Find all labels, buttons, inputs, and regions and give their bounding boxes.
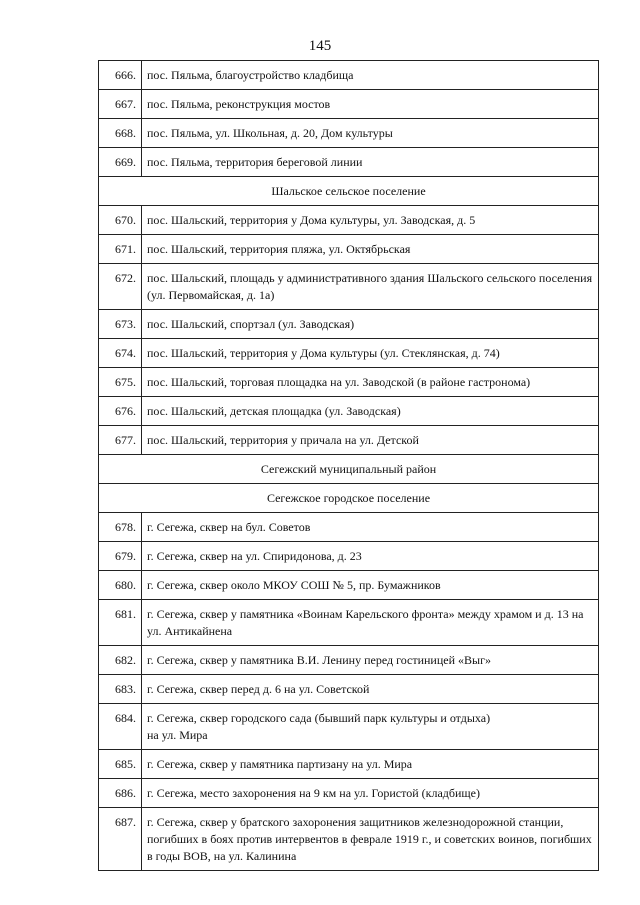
table-row: [99, 600, 599, 646]
table-row: [99, 542, 599, 571]
table-row: [99, 368, 599, 397]
row-number: 672.: [99, 264, 142, 310]
row-text: пос. Шальский, территория пляжа, ул. Октябрьская: [142, 235, 599, 264]
row-text: г. Сегежа, сквер городского сада (бывший парк культуры и отдыха) на ул. Мира: [142, 704, 599, 750]
table-row: [99, 808, 599, 871]
row-number: 687.: [99, 808, 142, 871]
row-number: 678.: [99, 513, 142, 542]
table-row: [99, 675, 599, 704]
row-number: 681.: [99, 600, 142, 646]
table-row: [99, 779, 599, 808]
row-text: г. Сегежа, сквер на бул. Советов: [142, 513, 599, 542]
row-number: 679.: [99, 542, 142, 571]
row-number: 683.: [99, 675, 142, 704]
table-row: [99, 571, 599, 600]
table-row: [99, 397, 599, 426]
row-text: г. Сегежа, место захоронения на 9 км на ул. Гористой (кладбище): [142, 779, 599, 808]
row-number: 666.: [99, 61, 142, 90]
row-number: 686.: [99, 779, 142, 808]
row-number: 684.: [99, 704, 142, 750]
row-number: 675.: [99, 368, 142, 397]
table-row: [99, 119, 599, 148]
table-row: [99, 206, 599, 235]
page-number: 145: [308, 38, 332, 54]
table-row: [99, 90, 599, 119]
table-row: [99, 264, 599, 310]
table-row: [99, 704, 599, 750]
row-number: 682.: [99, 646, 142, 675]
table-row: [99, 148, 599, 177]
table-row: [99, 750, 599, 779]
row-text: пос. Шальский, территория у причала на ул. Детской: [142, 426, 599, 455]
table-row: [99, 235, 599, 264]
table-row: [99, 426, 599, 455]
row-number: 677.: [99, 426, 142, 455]
section-heading: Сегежское городское поселение: [99, 484, 599, 513]
row-number: 667.: [99, 90, 142, 119]
row-number: 670.: [99, 206, 142, 235]
row-text: г. Сегежа, сквер у памятника партизану на ул. Мира: [142, 750, 599, 779]
row-text: пос. Шальский, площадь у административного здания Шальского сельского поселения (ул. Первомайская, д. 1а): [142, 264, 599, 310]
row-text: г. Сегежа, сквер у памятника В.И. Ленину перед гостиницей «Выг»: [142, 646, 599, 675]
row-text: пос. Пяльма, благоустройство кладбища: [142, 61, 599, 90]
row-number: 676.: [99, 397, 142, 426]
row-number: 671.: [99, 235, 142, 264]
row-text: г. Сегежа, сквер перед д. 6 на ул. Советской: [142, 675, 599, 704]
row-number: 674.: [99, 339, 142, 368]
row-text: г. Сегежа, сквер около МКОУ СОШ № 5, пр. Бумажников: [142, 571, 599, 600]
row-text: пос. Шальский, торговая площадка на ул. Заводской (в районе гастронома): [142, 368, 599, 397]
row-text: г. Сегежа, сквер у памятника «Воинам Карельского фронта» между храмом и д. 13 на ул. Антикайнена: [142, 600, 599, 646]
row-number: 668.: [99, 119, 142, 148]
table-row: [99, 646, 599, 675]
row-text: пос. Шальский, территория у Дома культуры (ул. Стеклянская, д. 74): [142, 339, 599, 368]
row-text: пос. Пяльма, территория береговой линии: [142, 148, 599, 177]
section-row: [99, 455, 599, 484]
section-heading: Шальское сельское поселение: [99, 177, 599, 206]
table-row: [99, 61, 599, 90]
section-row: [99, 484, 599, 513]
registry-table: [98, 60, 599, 871]
row-number: 685.: [99, 750, 142, 779]
row-text: г. Сегежа, сквер у братского захоронения защитников железнодорожной станции, погибших в боях против интервентов в феврале 1919 г., и советских воинов, погибших в годы ВОВ, на ул. Калинина: [142, 808, 599, 871]
row-text: пос. Пяльма, ул. Школьная, д. 20, Дом культуры: [142, 119, 599, 148]
row-text: пос. Шальский, спортзал (ул. Заводская): [142, 310, 599, 339]
row-text: г. Сегежа, сквер на ул. Спиридонова, д. 23: [142, 542, 599, 571]
table-row: [99, 339, 599, 368]
table-row: [99, 513, 599, 542]
row-number: 680.: [99, 571, 142, 600]
section-row: [99, 177, 599, 206]
row-text: пос. Шальский, территория у Дома культуры, ул. Заводская, д. 5: [142, 206, 599, 235]
row-number: 669.: [99, 148, 142, 177]
row-number: 673.: [99, 310, 142, 339]
section-heading: Сегежский муниципальный район: [99, 455, 599, 484]
row-text: пос. Шальский, детская площадка (ул. Заводская): [142, 397, 599, 426]
table-row: [99, 310, 599, 339]
row-text: пос. Пяльма, реконструкция мостов: [142, 90, 599, 119]
